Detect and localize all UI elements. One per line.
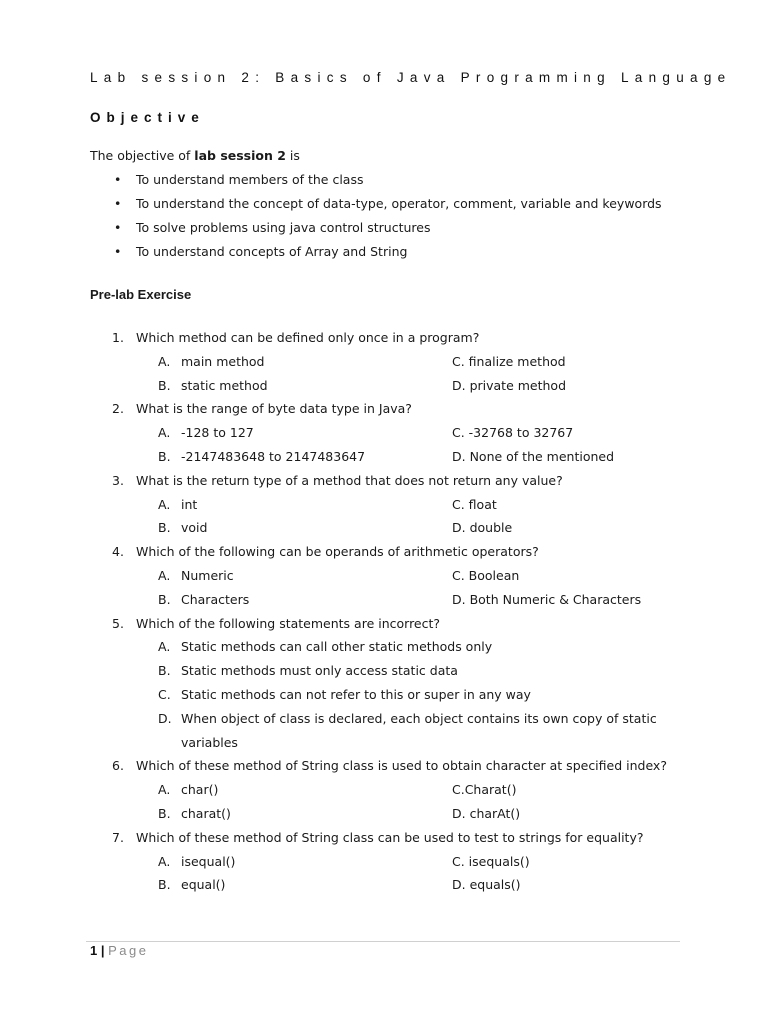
option-text: -2147483648 to 2147483647 (181, 448, 366, 464)
question-row (0, 544, 768, 568)
question-row (0, 401, 768, 425)
page-number: 1 (90, 943, 98, 958)
option-letter: A. (158, 639, 171, 655)
option-letter: A. (158, 425, 171, 441)
option-text: Static methods can not refer to this or super in any way (181, 686, 531, 702)
option-text-right: C. Boolean (452, 567, 520, 583)
question-row (0, 330, 768, 354)
option-text: main method (181, 353, 265, 369)
option-text: variables (181, 734, 238, 750)
question-text: Which of the following can be operands of arithmetic operators? (136, 544, 539, 560)
question-row (0, 830, 768, 854)
option-text: Static methods can call other static methods only (181, 639, 493, 655)
option-text: Static methods must only access static data (181, 663, 458, 679)
answer-row (0, 354, 768, 378)
question-row (0, 758, 768, 782)
question-row (0, 616, 768, 640)
option-text: Numeric (181, 567, 234, 583)
question-number: 4. (112, 544, 124, 560)
answer-row (0, 663, 768, 687)
answer-row (0, 782, 768, 806)
question-number: 1. (112, 330, 124, 345)
option-text-right: C. -32768 to 32767 (452, 425, 574, 441)
option-letter: B. (158, 377, 171, 393)
answer-row (0, 877, 768, 901)
question-number: 7. (112, 829, 124, 845)
answer-row-continuation (0, 735, 768, 759)
bullet-icon: • (114, 220, 122, 235)
answer-row (0, 449, 768, 473)
option-letter: A. (158, 567, 171, 583)
page-footer (90, 943, 148, 958)
objective-bullet-text: To solve problems using java control structures (136, 220, 431, 235)
option-text-right: C. float (452, 496, 497, 512)
option-text: char() (181, 782, 219, 798)
footer-separator: | (97, 943, 109, 958)
document-title: Lab session 2: Basics of Java Programming Language (90, 70, 732, 85)
option-letter: B. (158, 877, 171, 893)
option-text-right: C.Charat() (452, 782, 517, 798)
option-text: When object of class is declared, each object contains its own copy of static (181, 710, 657, 726)
question-number: 2. (112, 401, 124, 417)
answer-row (0, 425, 768, 449)
option-letter: C. (158, 686, 171, 702)
question-list (0, 330, 768, 901)
option-text-right: C. isequals() (452, 853, 530, 869)
option-text-right: D. None of the mentioned (452, 448, 615, 464)
option-letter: B. (158, 520, 171, 536)
question-text: Which of the following statements are incorrect? (136, 615, 441, 631)
option-text-right: D. equals() (452, 877, 521, 893)
option-letter: B. (158, 805, 171, 821)
option-text: static method (181, 377, 268, 393)
page-label: Page (108, 943, 149, 958)
option-text-right: D. Both Numeric & Characters (452, 591, 642, 607)
prelab-heading: Pre-lab Exercise (90, 287, 192, 302)
answer-row (0, 568, 768, 592)
answer-row (0, 639, 768, 663)
answer-row (0, 592, 768, 616)
option-letter: B. (158, 591, 171, 607)
option-text: charat() (181, 805, 231, 821)
footer-divider (86, 941, 680, 942)
answer-row (0, 854, 768, 878)
option-letter: A. (158, 853, 171, 869)
option-text: void (181, 520, 208, 536)
option-letter: A. (158, 353, 171, 369)
option-text: -128 to 127 (181, 425, 254, 441)
option-text-right: C. finalize method (452, 353, 566, 369)
question-text: Which method can be defined only once in a program? (136, 330, 480, 345)
option-text: equal() (181, 877, 226, 893)
answer-row (0, 520, 768, 544)
question-text: What is the return type of a method that does not return any value? (136, 472, 563, 488)
option-text: int (181, 496, 198, 512)
option-letter: A. (158, 782, 171, 798)
objective-intro-suffix: is (285, 148, 300, 163)
option-text-right: D. private method (452, 377, 567, 393)
answer-row (0, 497, 768, 521)
question-number: 6. (112, 758, 124, 774)
objective-intro-prefix: The objective of (90, 148, 195, 163)
question-text: Which of these method of String class can be used to test to strings for equality? (136, 829, 644, 845)
question-text: What is the range of byte data type in Java? (136, 401, 412, 417)
bullet-icon: • (114, 172, 122, 187)
objective-intro-bold: lab session 2 (194, 148, 286, 163)
option-text-right: D. charAt() (452, 805, 521, 821)
answer-row (0, 687, 768, 711)
objective-bullet-text: To understand members of the class (136, 172, 364, 187)
question-number: 3. (112, 472, 124, 488)
option-letter: B. (158, 663, 171, 679)
bullet-icon: • (114, 196, 122, 211)
objective-bullet-text: To understand the concept of data-type, operator, comment, variable and keywords (136, 196, 662, 211)
question-number: 5. (112, 615, 124, 631)
option-text: isequal() (181, 853, 236, 869)
option-text: Characters (181, 591, 250, 607)
option-text-right: D. double (452, 520, 513, 536)
question-row (0, 473, 768, 497)
option-letter: D. (158, 710, 172, 726)
question-text: Which of these method of String class is used to obtain character at specified index? (136, 758, 667, 774)
answer-row (0, 806, 768, 830)
objective-bullet-text: To understand concepts of Array and String (136, 244, 408, 259)
bullet-icon: • (114, 244, 122, 259)
objective-heading: Objective (90, 110, 205, 125)
option-letter: B. (158, 448, 171, 464)
option-letter: A. (158, 496, 171, 512)
answer-row (0, 378, 768, 402)
answer-row (0, 711, 768, 735)
objective-intro (90, 148, 300, 163)
